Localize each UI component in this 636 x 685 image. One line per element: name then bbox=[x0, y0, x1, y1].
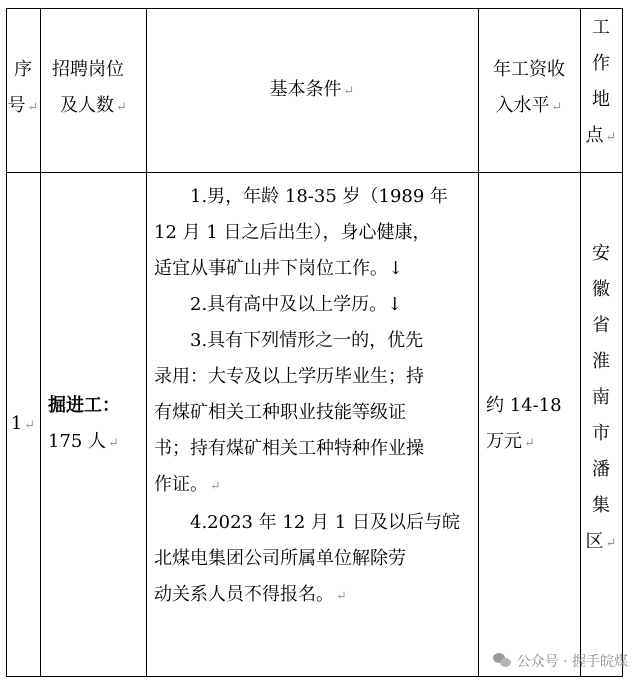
watermark-text: 公众号 · 握手皖煤 bbox=[516, 654, 628, 670]
paragraph-mark: ↵ bbox=[24, 418, 36, 433]
paragraph-mark: ↵ bbox=[210, 479, 221, 494]
header-conditions: 基本条件 ↵ bbox=[269, 79, 355, 100]
header-index: 序 号 ↵ bbox=[7, 59, 39, 116]
paragraph-mark: ↵ bbox=[27, 100, 39, 115]
table-border-bottom bbox=[6, 676, 622, 677]
row-conditions bbox=[154, 179, 476, 615]
condition-item: 2.具有高中及以上学历。↓ bbox=[190, 294, 403, 315]
paragraph-mark: ↵ bbox=[524, 436, 535, 451]
paragraph-mark: ↵ bbox=[116, 100, 127, 115]
header-location: 工 作 地 点 ↵ bbox=[585, 17, 617, 146]
row-index: 1 ↵ bbox=[10, 413, 36, 434]
row-position: 掘进工： 175 人 ↵ bbox=[48, 395, 120, 452]
wechat-icon bbox=[493, 653, 511, 669]
table-border-top bbox=[6, 8, 622, 9]
condition-item: 4.2023 年 12 月 1 日及以后与皖 北煤电集团公司所属单位解除劳 动关系人员不得报名。 ↵ bbox=[154, 512, 460, 605]
header-salary: 年工资收 入水平 ↵ bbox=[493, 59, 565, 116]
paragraph-mark: ↵ bbox=[605, 536, 617, 551]
condition-item: 1.男，年龄 18-35 岁（1989 年 12 月 1 日之后出生），身心健康， 适宜从事矿山井下岗位工作。↓ bbox=[154, 186, 449, 279]
table-border-right bbox=[622, 8, 623, 677]
paragraph-mark: ↵ bbox=[343, 84, 355, 99]
paragraph-mark: ↵ bbox=[336, 589, 347, 604]
header-divider bbox=[6, 172, 622, 173]
paragraph-mark: ↵ bbox=[551, 100, 563, 115]
watermark bbox=[493, 651, 628, 671]
row-location: 安 徽 省 淮 南 市 潘 集 区 ↵ bbox=[585, 243, 617, 552]
paragraph-mark: ↵ bbox=[108, 436, 119, 451]
row-salary: 约 14-18 万元 ↵ bbox=[486, 395, 562, 452]
header-position: 招聘岗位 及人数 ↵ bbox=[52, 59, 127, 116]
paragraph-mark: ↵ bbox=[605, 130, 617, 145]
condition-item: 3.具有下列情形之一的，优先 录用：大专及以上学历毕业生；持 有煤矿相关工种职业技能等级证 书；持有煤矿相关工种特种作业操 作证。 ↵ bbox=[154, 330, 424, 495]
column-divider bbox=[40, 8, 41, 677]
